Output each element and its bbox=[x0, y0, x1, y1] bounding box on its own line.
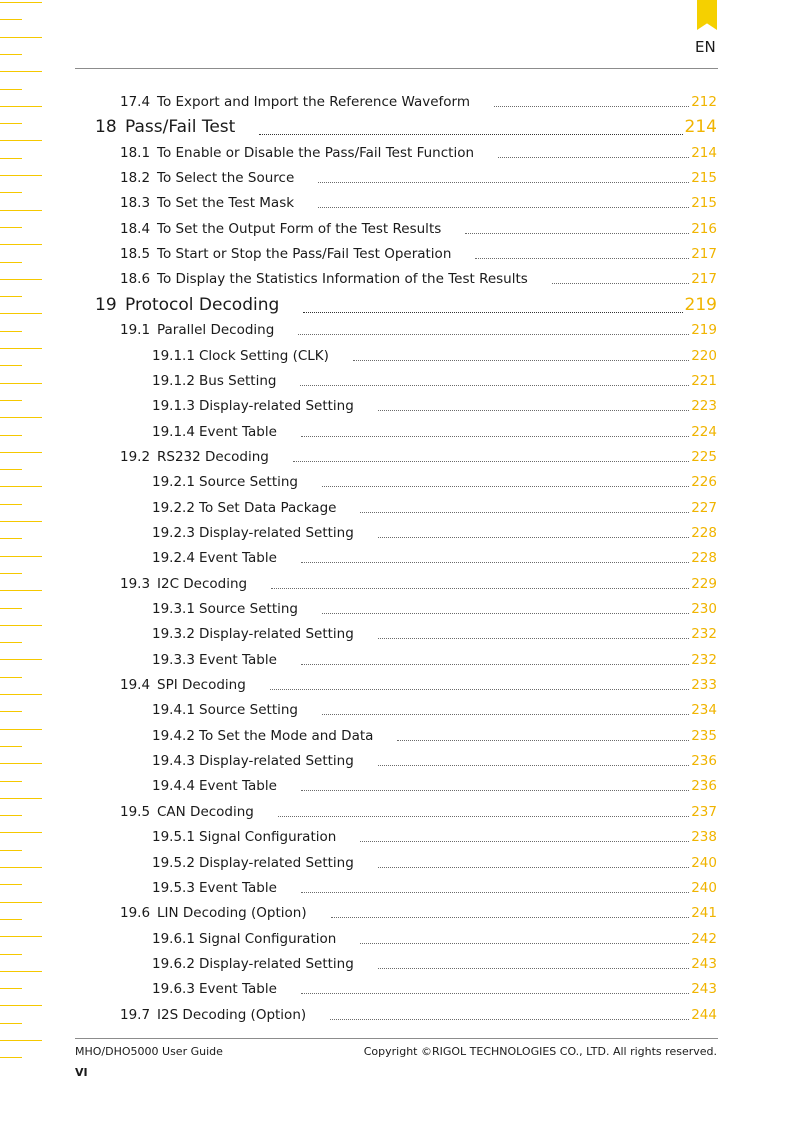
ruler-tick bbox=[0, 71, 42, 72]
toc-entry-page[interactable]: 232 bbox=[691, 626, 717, 643]
toc-entry-page[interactable]: 215 bbox=[691, 195, 717, 212]
ruler-tick bbox=[0, 19, 22, 20]
toc-entry-page[interactable]: 228 bbox=[691, 524, 717, 541]
toc-entry-number: 19.5 bbox=[120, 803, 151, 820]
toc-leader-dots bbox=[360, 841, 689, 842]
toc-entry-number: 19.5.3 bbox=[152, 879, 195, 896]
toc-entry-page[interactable]: 223 bbox=[691, 398, 717, 415]
toc-entry-page[interactable]: 234 bbox=[691, 702, 717, 719]
toc-entry[interactable] bbox=[0, 394, 793, 418]
toc-entry[interactable] bbox=[0, 825, 793, 849]
toc-entry-number: 19 bbox=[95, 294, 117, 315]
toc-entry[interactable] bbox=[0, 749, 793, 773]
toc-leader-dots bbox=[552, 283, 689, 284]
toc-leader-dots bbox=[259, 134, 683, 135]
toc-entry-number: 19.7 bbox=[120, 1006, 151, 1023]
toc-entry-page[interactable]: 214 bbox=[691, 144, 717, 161]
toc-entry-number: 18.2 bbox=[120, 170, 151, 187]
toc-entry-number: 19.6 bbox=[120, 905, 151, 922]
toc-leader-dots bbox=[378, 867, 689, 868]
toc-leader-dots bbox=[298, 334, 689, 335]
toc-entry-page[interactable]: 236 bbox=[691, 778, 717, 795]
toc-entry-page[interactable]: 238 bbox=[691, 829, 717, 846]
toc-entry-number: 19.2.1 bbox=[152, 474, 195, 491]
toc-leader-dots bbox=[300, 385, 689, 386]
toc-entry-number: 19.1 bbox=[120, 322, 151, 339]
toc-entry[interactable] bbox=[0, 901, 793, 925]
toc-entry-number: 19.1.1 bbox=[152, 347, 195, 364]
toc-entry-title: Display-related Setting bbox=[199, 524, 354, 541]
toc-entry-page[interactable]: 217 bbox=[691, 271, 717, 288]
toc-entry-number: 18.1 bbox=[120, 144, 151, 161]
toc-entry-title: Display-related Setting bbox=[199, 626, 354, 643]
toc-entry-page[interactable]: 225 bbox=[691, 448, 717, 465]
toc-leader-dots bbox=[378, 968, 689, 969]
toc-leader-dots bbox=[322, 714, 689, 715]
footer-divider bbox=[75, 1038, 718, 1039]
page-number: VI bbox=[75, 1066, 88, 1079]
toc-entry-number: 19.5.1 bbox=[152, 829, 195, 846]
toc-entry-page[interactable]: 219 bbox=[691, 322, 717, 339]
toc-entry-number: 19.6.3 bbox=[152, 981, 195, 998]
toc-entry-number: 19.6.1 bbox=[152, 930, 195, 947]
toc-entry[interactable] bbox=[0, 622, 793, 646]
toc-entry-title: Event Table bbox=[199, 981, 277, 998]
toc-leader-dots bbox=[278, 816, 689, 817]
toc-entry-number: 19.4.4 bbox=[152, 778, 195, 795]
toc-leader-dots bbox=[322, 486, 689, 487]
toc-entry-number: 19.2.4 bbox=[152, 550, 195, 567]
toc-leader-dots bbox=[303, 312, 683, 313]
toc-entry-page[interactable]: 243 bbox=[691, 955, 717, 972]
toc-entry-page[interactable]: 229 bbox=[691, 575, 717, 592]
toc-entry-title: SPI Decoding bbox=[157, 677, 246, 694]
toc-entry[interactable] bbox=[0, 217, 793, 241]
toc-entry-title: RS232 Decoding bbox=[157, 448, 269, 465]
toc-entry[interactable] bbox=[0, 851, 793, 875]
toc-entry-number: 19.4.2 bbox=[152, 727, 195, 744]
toc-entry-page[interactable]: 237 bbox=[691, 803, 717, 820]
toc-entry-page[interactable]: 232 bbox=[691, 651, 717, 668]
toc-leader-dots bbox=[318, 207, 689, 208]
toc-entry[interactable] bbox=[0, 90, 793, 114]
toc-entry-title: Signal Configuration bbox=[199, 829, 337, 846]
toc-entry-page[interactable]: 240 bbox=[691, 879, 717, 896]
toc-entry-number: 19.1.2 bbox=[152, 372, 195, 389]
toc-entry-number: 19.3.2 bbox=[152, 626, 195, 643]
toc-entry-number: 18.3 bbox=[120, 195, 151, 212]
toc-entry-number: 19.3.1 bbox=[152, 601, 195, 617]
toc-leader-dots bbox=[331, 917, 689, 918]
toc-leader-dots bbox=[378, 765, 689, 766]
ruler-tick bbox=[0, 54, 22, 55]
toc-leader-dots bbox=[293, 461, 689, 462]
toc-leader-dots bbox=[301, 436, 689, 437]
toc-entry-title: To Export and Import the Reference Waveform bbox=[157, 94, 471, 110]
toc-entry-title: Source Setting bbox=[199, 474, 298, 491]
toc-leader-dots bbox=[498, 157, 689, 158]
toc-entry-title: Protocol Decoding bbox=[125, 294, 280, 315]
ruler-tick bbox=[0, 1040, 42, 1041]
toc-entry[interactable] bbox=[0, 977, 793, 1001]
toc-entry-title: Event Table bbox=[199, 423, 277, 440]
toc-entry[interactable] bbox=[0, 774, 793, 798]
toc-entry-title: To Enable or Disable the Pass/Fail Test Function bbox=[157, 144, 475, 161]
toc-entry-title: I2S Decoding (Option) bbox=[157, 1006, 307, 1023]
toc-entry-number: 19.6.2 bbox=[152, 955, 195, 972]
footer-document-title: MHO/DHO5000 User Guide bbox=[75, 1045, 223, 1058]
toc-leader-dots bbox=[378, 638, 689, 639]
toc-entry[interactable] bbox=[0, 572, 793, 596]
toc-entry-title: Display-related Setting bbox=[199, 854, 354, 871]
toc-entry[interactable] bbox=[0, 876, 793, 900]
toc-entry-page[interactable]: 226 bbox=[691, 474, 717, 491]
toc-entry-number: 18 bbox=[95, 117, 117, 138]
toc-entry[interactable] bbox=[0, 267, 793, 291]
toc-entry-page[interactable]: 235 bbox=[691, 727, 717, 744]
toc-entry-number: 18.6 bbox=[120, 271, 151, 288]
toc-leader-dots bbox=[301, 892, 689, 893]
toc-entry-title: Pass/Fail Test bbox=[125, 117, 236, 138]
toc-leader-dots bbox=[330, 1019, 689, 1020]
toc-leader-dots bbox=[475, 258, 689, 259]
header-divider bbox=[75, 68, 718, 69]
toc-entry-title: To Set the Test Mask bbox=[157, 195, 295, 212]
toc-entry-title: To Set the Output Form of the Test Results bbox=[157, 220, 442, 237]
toc-entry-title: Source Setting bbox=[199, 601, 298, 617]
toc-entry-title: To Set Data Package bbox=[199, 499, 337, 516]
toc-entry-title: Source Setting bbox=[199, 702, 298, 719]
toc-leader-dots bbox=[360, 943, 689, 944]
toc-leader-dots bbox=[271, 588, 689, 589]
toc-entry-page[interactable]: 236 bbox=[691, 753, 717, 770]
toc-entry-page[interactable]: 242 bbox=[691, 930, 717, 947]
toc-entry-page[interactable]: 227 bbox=[691, 499, 717, 516]
toc-entry-page[interactable]: 214 bbox=[684, 117, 717, 138]
ruler-tick bbox=[0, 2, 42, 3]
toc-entry-page[interactable]: 243 bbox=[691, 981, 717, 998]
toc-entry-page[interactable]: 244 bbox=[691, 1006, 717, 1023]
toc-leader-dots bbox=[301, 790, 689, 791]
ruler-tick bbox=[0, 37, 42, 38]
toc-entry-number: 19.4.3 bbox=[152, 753, 195, 770]
toc-leader-dots bbox=[378, 410, 689, 411]
toc-chapter-entry[interactable] bbox=[0, 115, 793, 139]
toc-chapter-entry[interactable] bbox=[0, 293, 793, 317]
footer-copyright: Copyright ©RIGOL TECHNOLOGIES CO., LTD. All rights reserved. bbox=[363, 1045, 717, 1058]
toc-entry-number: 18.5 bbox=[120, 246, 151, 263]
toc-entry-number: 19.1.3 bbox=[152, 398, 195, 415]
toc-entry-title: CAN Decoding bbox=[157, 803, 254, 820]
toc-entry[interactable] bbox=[0, 191, 793, 215]
toc-entry-number: 19.2 bbox=[120, 448, 151, 465]
toc-entry[interactable] bbox=[0, 673, 793, 697]
toc-entry[interactable] bbox=[0, 445, 793, 469]
toc-leader-dots bbox=[378, 537, 689, 538]
toc-entry-page[interactable]: 233 bbox=[691, 677, 717, 694]
toc-entry[interactable] bbox=[0, 597, 793, 621]
toc-entry-number: 19.2.2 bbox=[152, 499, 195, 516]
toc-entry-page[interactable]: 224 bbox=[691, 423, 717, 440]
toc-entry-title: To Start or Stop the Pass/Fail Test Operation bbox=[157, 246, 452, 263]
toc-leader-dots bbox=[301, 664, 689, 665]
toc-leader-dots bbox=[301, 993, 689, 994]
toc-entry-title: Display-related Setting bbox=[199, 753, 354, 770]
toc-entry-number: 19.3 bbox=[120, 575, 151, 592]
toc-entry-number: 19.5.2 bbox=[152, 854, 195, 871]
language-label: EN bbox=[695, 38, 716, 56]
toc-entry-page[interactable]: 217 bbox=[691, 246, 717, 263]
toc-entry-title: Display-related Setting bbox=[199, 398, 354, 415]
toc-entry-title: LIN Decoding (Option) bbox=[157, 905, 307, 922]
toc-entry[interactable] bbox=[0, 420, 793, 444]
toc-entry[interactable] bbox=[0, 318, 793, 342]
toc-entry-page[interactable]: 220 bbox=[691, 347, 717, 364]
toc-entry-title: To Select the Source bbox=[157, 170, 295, 187]
toc-entry[interactable] bbox=[0, 952, 793, 976]
toc-entry-title: Event Table bbox=[199, 778, 277, 795]
toc-entry-page[interactable]: 228 bbox=[691, 550, 717, 567]
toc-entry-title: Event Table bbox=[199, 550, 277, 567]
toc-leader-dots bbox=[397, 740, 689, 741]
toc-entry[interactable] bbox=[0, 242, 793, 266]
toc-entry[interactable] bbox=[0, 369, 793, 393]
toc-entry[interactable] bbox=[0, 648, 793, 672]
toc-leader-dots bbox=[270, 689, 689, 690]
language-tab-marker bbox=[697, 0, 717, 30]
toc-entry[interactable] bbox=[0, 800, 793, 824]
toc-entry-title: Event Table bbox=[199, 879, 277, 896]
toc-entry[interactable] bbox=[0, 141, 793, 165]
toc-leader-dots bbox=[322, 613, 689, 614]
toc-entry-title: To Set the Mode and Data bbox=[199, 727, 374, 744]
toc-entry-number: 19.4 bbox=[120, 677, 151, 694]
toc-entry-page[interactable]: 230 bbox=[691, 601, 717, 617]
toc-entry[interactable] bbox=[0, 546, 793, 570]
toc-entry-page[interactable]: 216 bbox=[691, 220, 717, 237]
toc-entry[interactable] bbox=[0, 521, 793, 545]
toc-entry[interactable] bbox=[0, 724, 793, 748]
toc-leader-dots bbox=[465, 233, 689, 234]
toc-entry[interactable] bbox=[0, 1003, 793, 1027]
toc-entry-title: Event Table bbox=[199, 651, 277, 668]
toc-leader-dots bbox=[494, 106, 689, 107]
toc-entry-number: 18.4 bbox=[120, 220, 151, 237]
toc-entry-number: 19.3.3 bbox=[152, 651, 195, 668]
toc-entry[interactable] bbox=[0, 496, 793, 520]
toc-entry-page[interactable]: 221 bbox=[691, 372, 717, 389]
toc-entry-page[interactable]: 212 bbox=[691, 94, 717, 110]
toc-entry-page[interactable]: 215 bbox=[691, 170, 717, 187]
toc-entry-number: 17.4 bbox=[120, 94, 151, 110]
toc-entry[interactable] bbox=[0, 470, 793, 494]
toc-entry-page[interactable]: 240 bbox=[691, 854, 717, 871]
toc-entry-page[interactable]: 219 bbox=[684, 294, 717, 315]
toc-entry-title: Parallel Decoding bbox=[157, 322, 275, 339]
toc-entry-page[interactable]: 241 bbox=[691, 905, 717, 922]
ruler-tick bbox=[0, 1057, 22, 1058]
toc-entry[interactable] bbox=[0, 698, 793, 722]
toc-entry-title: Display-related Setting bbox=[199, 955, 354, 972]
toc-entry-title: I2C Decoding bbox=[157, 575, 248, 592]
toc-leader-dots bbox=[353, 360, 689, 361]
toc-leader-dots bbox=[318, 182, 689, 183]
toc-entry-title: Signal Configuration bbox=[199, 930, 337, 947]
toc-leader-dots bbox=[301, 562, 689, 563]
toc-entry[interactable] bbox=[0, 166, 793, 190]
toc-entry-title: To Display the Statistics Information of the Test Results bbox=[157, 271, 528, 288]
toc-entry[interactable] bbox=[0, 927, 793, 951]
toc-entry-number: 19.4.1 bbox=[152, 702, 195, 719]
toc-entry-number: 19.1.4 bbox=[152, 423, 195, 440]
toc-entry-title: Bus Setting bbox=[199, 372, 277, 389]
toc-entry-number: 19.2.3 bbox=[152, 524, 195, 541]
toc-leader-dots bbox=[360, 512, 689, 513]
toc-entry[interactable] bbox=[0, 344, 793, 368]
toc-entry-title: Clock Setting (CLK) bbox=[199, 347, 329, 364]
